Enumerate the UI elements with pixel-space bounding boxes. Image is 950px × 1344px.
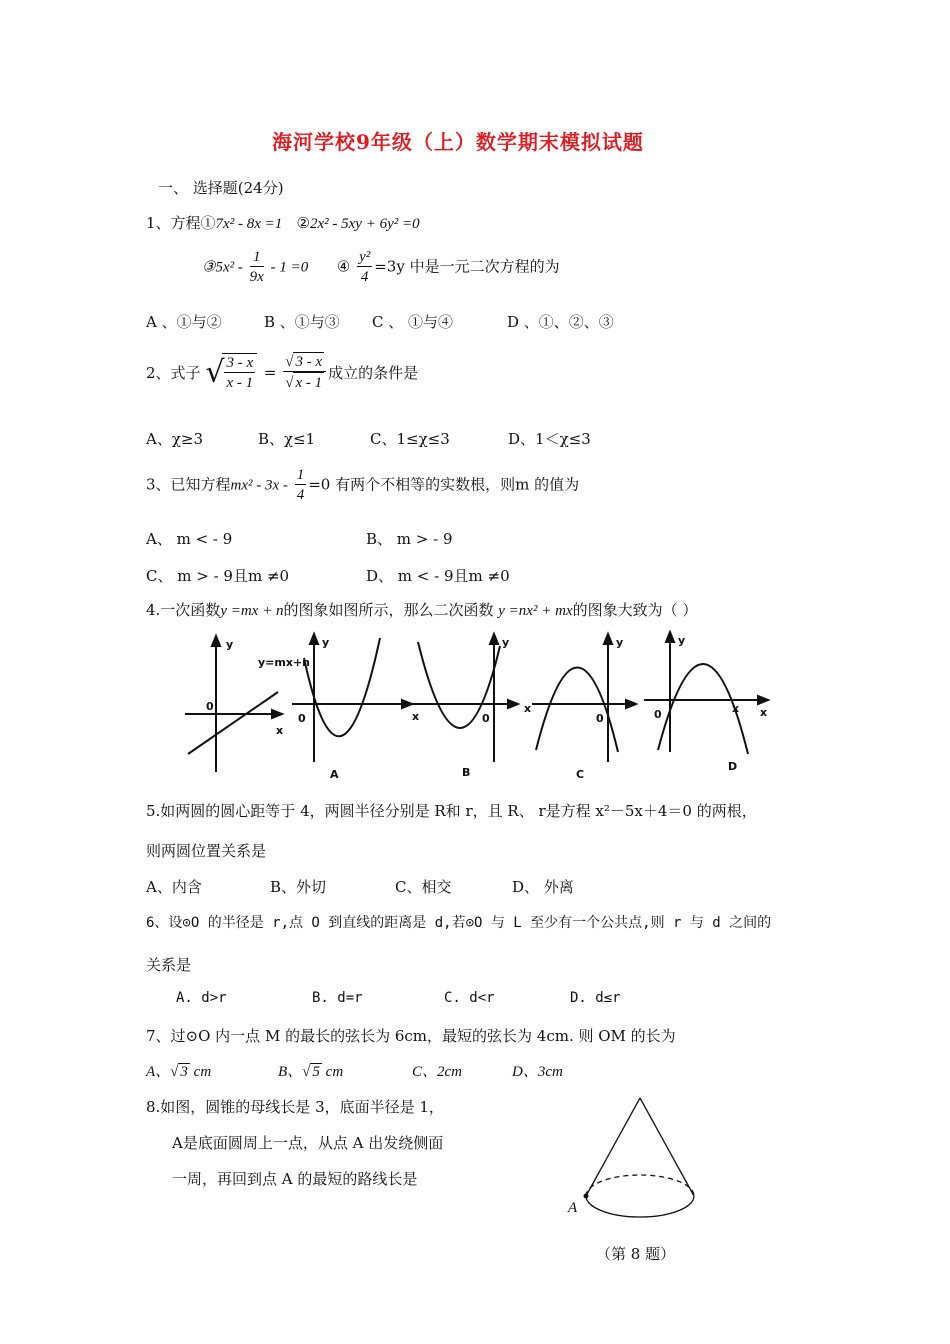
linear-graph-label: y=mx+n [258, 656, 310, 669]
q1-option-d: D 、①、②、③ [507, 313, 614, 331]
axis-y-label: y [678, 634, 686, 647]
q1-eq2-prefix: ② [296, 214, 310, 232]
question-7: 7、过⊙O 内一点 M 的最长的弦长为 6cm，最短的弦长为 4cm. 则 OM 的长为 [146, 1027, 676, 1045]
q2-option-c: C、1≤χ≤3 [370, 430, 450, 448]
q2-option-a: A、χ≥3 [146, 430, 204, 448]
q3-numerator: 1 [296, 467, 305, 483]
q7-option-d: D、3cm [512, 1064, 563, 1080]
question-2: 2、式子 √ $\frac{3 - x}{x - 1}$ = $\frac{√ 3 - x}{√ x - 1}$ 成立的条件是 [146, 354, 419, 391]
axis-y-label: y [616, 636, 624, 649]
origin-label: 0 [654, 708, 662, 721]
question-6-line-1: 6、设⊙O 的半径是 r,点 O 到直线的距离是 d,若⊙O 与 L 至少有一个公共点,则 r 与 d 之间的 [146, 915, 772, 931]
cone-point-label: A [568, 1200, 578, 1216]
q7-option-b-prefix: B、 [278, 1064, 303, 1080]
q1-option-b: B 、①与③ [264, 313, 340, 331]
sqrt-symbol-icon: √ [170, 1064, 179, 1080]
question-8-line-3: 一周，再回到点 A 的最短的路线长是 [172, 1170, 418, 1188]
q2-prefix: 2、式子 [146, 364, 201, 382]
q3-option-c: C、 m > - 9且m ≠0 [146, 567, 290, 585]
axis-y-label: y [226, 638, 234, 651]
q7-option-b [278, 1060, 343, 1081]
q1-eq2: 2x² - 5xy + 6y² =0 [310, 216, 420, 232]
q7-option-a-prefix: A、 [146, 1064, 171, 1080]
q4-text-c: 的图象大致为（ ） [572, 601, 698, 619]
q2-suffix: 成立的条件是 [328, 364, 419, 382]
q2-lhs-numerator: 3 - x [226, 354, 254, 371]
question-6-line-2: 关系是 [146, 956, 192, 974]
q6-option-a: A. d>r [176, 990, 227, 1006]
origin-label: 0 [298, 712, 306, 725]
axis-x-label: x [412, 710, 420, 723]
q5-option-d: D、 外离 [512, 878, 574, 896]
q2-rhs-numerator-wrap [283, 352, 326, 372]
sqrt-symbol-icon: √ [302, 1064, 311, 1080]
graph-c-label: C [576, 768, 585, 780]
q2-rhs-numerator: 3 - x [295, 354, 323, 370]
q2-option-d: D、1＜χ≤3 [508, 430, 591, 448]
question-4 [146, 599, 697, 620]
q4-eq-b: y =nx² + mx [498, 603, 573, 619]
q2-rhs-fraction [283, 352, 326, 393]
question-3 [146, 466, 579, 505]
page-title: 海河学校9年级（上）数学期末模拟试题 [272, 130, 644, 154]
sqrt-symbol-icon: √ [285, 354, 294, 370]
q1-eq3-denominator: 9x [249, 269, 264, 285]
q1-option-a: A 、①与② [146, 313, 222, 331]
graph-b-label: B [462, 766, 471, 779]
q3-fraction [295, 466, 307, 505]
q5-option-c: C、相交 [395, 878, 452, 896]
q2-lhs-denominator: x - 1 [226, 374, 254, 391]
q2-option-b: B、χ≤1 [258, 430, 316, 448]
graph-a-label: A [330, 768, 339, 780]
cone-diagram [560, 1090, 710, 1230]
q4-eq-a: y =mx + n [220, 603, 284, 619]
question-8-line-2: A是底面圆周上一点，从点 A 出发绕侧面 [172, 1134, 444, 1152]
axis-x-label: x [276, 724, 284, 737]
q4-text-a: 4.一次函数 [146, 601, 221, 619]
q7-option-a [146, 1060, 211, 1081]
q4-text-b: 的图象如图所示，那么二次函数 [283, 601, 494, 619]
q2-rhs-denominator-wrap [283, 372, 326, 393]
q1-option-c: C 、 ①与④ [372, 313, 454, 331]
q4-graphs [180, 630, 780, 780]
q1-eq4-numerator: y² [359, 249, 371, 265]
q7-option-b-unit: cm [325, 1064, 344, 1080]
q3-option-d: D、 m < - 9且m ≠0 [366, 567, 510, 585]
sqrt-symbol-icon: √ [285, 375, 294, 391]
q1-eq4-denominator: 4 [360, 269, 369, 285]
question-5-line-1: 5.如两圆的圆心距等于 4，两圆半径分别是 R和 r，且 R、 r是方程 x²－5x＋4＝0 的两根， [146, 802, 757, 820]
origin-label: 0 [596, 712, 604, 725]
question-1-line-2 [202, 248, 560, 287]
q2-rhs-denominator: x - 1 [293, 372, 324, 393]
origin-label: 0 [482, 712, 490, 725]
graph-d-label: D [728, 760, 738, 773]
q5-option-b: B、外切 [270, 878, 327, 896]
question-1-line-1 [146, 212, 420, 233]
q6-option-d: D. d≤r [570, 990, 621, 1006]
q2-lhs-fraction [222, 353, 257, 393]
q1-eq4-prefix: ④ [336, 257, 351, 276]
q3-option-b: B、 m > - 9 [366, 530, 453, 548]
question-5-line-2: 则两圆位置关系是 [146, 842, 267, 860]
q3-prefix: 3、已知方程 [146, 475, 231, 494]
section-heading: 一、 选择题(24分) [158, 179, 284, 197]
graph-option-c [532, 634, 636, 762]
q6-option-b: B. d=r [312, 990, 363, 1006]
q1-eq3-suffix: - 1 =0 [270, 259, 309, 276]
graph-option-d [644, 632, 768, 754]
graph-option-b [412, 634, 518, 762]
axis-y-label: y [322, 636, 330, 649]
q7-option-b-radicand: 5 [312, 1064, 320, 1080]
q3-suffix: =0 有两个不相等的实数根，则m 的值为 [308, 475, 580, 494]
q6-option-c: C. d<r [444, 990, 495, 1006]
origin-label: 0 [206, 700, 214, 713]
q1-eq4-fraction [357, 248, 372, 287]
q1-eq4-suffix: =3y 中是一元二次方程的为 [374, 257, 560, 276]
q3-option-a: A、 m < - 9 [146, 530, 233, 548]
q5-option-a: A、内含 [146, 878, 202, 896]
q3-equation: mx² - 3x - [230, 477, 288, 494]
q1-eq3-numerator: 1 [250, 248, 264, 267]
sqrt-symbol-icon: √ [205, 355, 225, 390]
q1-eq3-prefix: ③5x² - [202, 259, 243, 276]
q1-eq3-fraction [250, 248, 264, 287]
q7-option-c: C、2cm [412, 1064, 462, 1080]
figure-caption: （第 8 题） [596, 1245, 676, 1263]
q7-option-a-radicand: 3 [180, 1064, 188, 1080]
question-8-line-1: 8.如图，圆锥的母线长是 3，底面半径是 1， [146, 1098, 444, 1116]
q3-denominator: 4 [296, 487, 305, 503]
axis-x-label: x [760, 706, 768, 719]
q1-eq1: 7x² - 8x =1 [215, 216, 283, 232]
axis-x-label: x [524, 702, 532, 715]
q1-prefix: 1、方程① [146, 214, 216, 232]
axis-x-label: x [732, 702, 740, 715]
q7-option-a-unit: cm [193, 1064, 212, 1080]
graph-option-a [292, 634, 412, 762]
axis-y-label: y [502, 636, 510, 649]
